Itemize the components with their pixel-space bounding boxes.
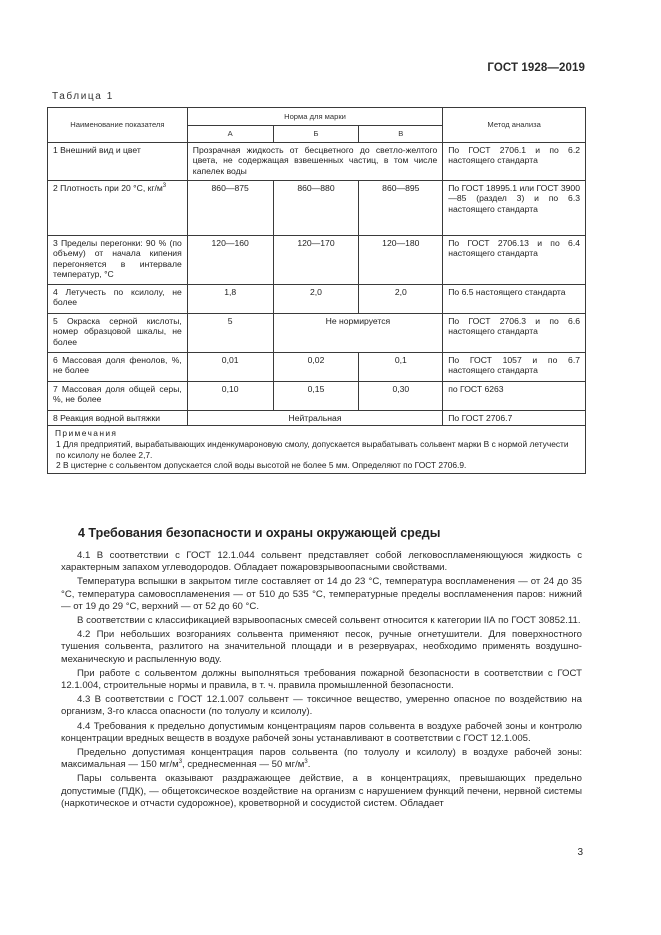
note-2: 2 В цистерне с сольвентом допускается слой воды высотой не более 5 мм. Определяют по ГОСТ 2706.9. — [56, 460, 467, 471]
row-value-c: 120—180 — [359, 236, 443, 285]
paragraph: 4.4 Требования к предельно допустимым концентрациям паров сольвента в воздухе рабочей зоны и контролю концентрации вредных веществ в воздухе рабочей зоны устанавливают в соответствии с ГОСТ 12.1.005. — [61, 720, 582, 744]
paragraph-text: . — [307, 759, 311, 771]
row-method: По ГОСТ 2706.7 — [443, 411, 586, 426]
row-value-b: 2,0 — [273, 285, 359, 314]
paragraph: Пары сольвента оказывают раздражающее действие, а в концентрациях, превышающих предельно допустимые (ПДК), — общетоксическое воздействие на организм с нарушением функций печени, нервной системы (наркотическое и отчасти судорожное), кроветворной и сосудистой систем. Обладает — [61, 773, 582, 809]
row-method: По ГОСТ 2706.1 и по 6.2 настоящего стандарта — [443, 143, 586, 181]
row-method: По ГОСТ 2706.3 и по 6.6 настоящего стандарта — [443, 314, 586, 353]
row-name-text: 2 Плотность при 20 °С, кг/м — [53, 183, 163, 193]
superscript: 3 — [304, 759, 308, 766]
paragraph — [61, 747, 582, 771]
row-value-c: 0,1 — [359, 353, 443, 382]
notes-title: Примечания — [55, 428, 118, 439]
section-body — [61, 550, 582, 812]
paragraph: 4.2 При небольших возгораниях сольвента применяют песок, ручные огнетушители. Для поверхностного тушения сольвента, разлитого на значительной площади и в резервуарах, необходимо применять воздушно-механическую и распыленную воду. — [61, 629, 582, 665]
specification-table — [47, 107, 586, 474]
paragraph: 4.1 В соответствии с ГОСТ 12.1.044 сольвент представляет собой легковоспламеняющуюся жидкость с характерным запахом углеводородов. Обладает пожаровзрывоопасными свойствами. — [61, 550, 582, 574]
row-method: по ГОСТ 6263 — [443, 382, 586, 411]
row-name: 1 Внешний вид и цвет — [48, 143, 188, 181]
row-value-b: 0,02 — [273, 353, 359, 382]
row-name: 6 Массовая доля фенолов, %, не более — [48, 353, 188, 382]
table-row — [48, 382, 586, 411]
row-merged-value: Нейтральная — [187, 411, 442, 426]
row-value-a: 120—160 — [187, 236, 273, 285]
table-caption: Таблица 1 — [52, 91, 114, 102]
row-value-c: 0,30 — [359, 382, 443, 411]
row-name: 7 Массовая доля общей серы, %, не более — [48, 382, 188, 411]
header-norm: Норма для марки — [187, 108, 442, 126]
row-value-a: 1,8 — [187, 285, 273, 314]
table-row — [48, 181, 586, 236]
row-value-bc: Не нормируется — [273, 314, 443, 353]
row-name: 4 Летучесть по ксилолу, не более — [48, 285, 188, 314]
table-row — [48, 236, 586, 285]
table-row — [48, 314, 586, 353]
note-1: 1 Для предприятий, вырабатывающих инденкумароновую смолу, допускается вырабатывать сольвент марки В с нормой летучести по ксилолу не более 2,7. — [56, 439, 569, 460]
paragraph-text: , среднесменная — 50 мг/м — [182, 759, 305, 771]
table-row — [48, 143, 586, 181]
row-merged-value: Прозрачная жидкость от бесцветного до светло-желтого цвета, не содержащая взвешенных частиц, в том числе капелек воды — [187, 143, 442, 181]
header-method: Метод анализа — [443, 108, 586, 143]
row-value-c: 2,0 — [359, 285, 443, 314]
row-method: По ГОСТ 1057 и по 6.7 настоящего стандарта — [443, 353, 586, 382]
row-value-a: 0,10 — [187, 382, 273, 411]
row-method: По 6.5 настоящего стандарта — [443, 285, 586, 314]
paragraph: В соответствии с классификацией взрывоопасных смесей сольвент относится к категории IIА по ГОСТ 30852.11. — [77, 615, 581, 627]
row-name — [48, 181, 188, 236]
table-row — [48, 353, 586, 382]
row-name-sup: 3 — [162, 183, 167, 190]
table-header-row — [48, 108, 586, 126]
row-method: По ГОСТ 2706.13 и по 6.4 настоящего стандарта — [443, 236, 586, 285]
paragraph: 4.3 В соответствии с ГОСТ 12.1.007 сольвент — токсичное вещество, умеренно опасное по воздействию на организм, 3-го класса опасности (по толуолу и ксилолу). — [61, 694, 582, 718]
row-value-a: 860—875 — [187, 181, 273, 236]
page-number: 3 — [577, 847, 583, 858]
header-grade-b: Б — [273, 125, 359, 143]
row-name: 8 Реакция водной вытяжки — [48, 411, 188, 426]
row-value-a: 5 — [187, 314, 273, 353]
row-value-b: 0,15 — [273, 382, 359, 411]
document-header: ГОСТ 1928—2019 — [487, 62, 585, 74]
table-notes-row — [48, 426, 586, 473]
row-name: 3 Пределы перегонки: 90 % (по объему) от начала кипения перегоняется в интервале температур, °С — [48, 236, 188, 285]
table-notes — [48, 426, 586, 473]
row-value-b: 120—170 — [273, 236, 359, 285]
table-row — [48, 411, 586, 426]
header-grade-a: А — [187, 125, 273, 143]
section-title: 4 Требования безопасности и охраны окружающей среды — [78, 526, 441, 540]
superscript: 3 — [178, 759, 183, 766]
header-name: Наименование показателя — [48, 108, 188, 143]
row-value-a: 0,01 — [187, 353, 273, 382]
row-value-b: 860—880 — [273, 181, 359, 236]
header-grade-c: В — [359, 125, 443, 143]
row-method: По ГОСТ 18995.1 или ГОСТ 3900—85 (раздел 3) и по 6.3 настоящего стандарта — [443, 181, 586, 236]
paragraph-text: Предельно допустимая концентрация паров сольвента (по толуолу и ксилолу) в воздухе рабочей зоны: максимальная — 150 мг/м — [61, 747, 582, 771]
paragraph: При работе с сольвентом должны выполняться требования пожарной безопасности в соответствии с ГОСТ 12.1.004, строительные нормы и правила, в т. ч. правила промышленной безопасности. — [61, 667, 582, 692]
table-row — [48, 285, 586, 314]
row-value-c: 860—895 — [359, 181, 443, 236]
row-name: 5 Окраска серной кислоты, номер образцовой шкалы, не более — [48, 314, 188, 353]
paragraph: Температура вспышки в закрытом тигле составляет от 14 до 23 °С, температура воспламенения — от 24 до 35 °С, температура самовоспламенения — от 510 до 535 °С, температурные пределы воспламенения паров: нижний — от 19 до 29 °С, верхний — от 52 до 60 °С. — [61, 576, 582, 612]
